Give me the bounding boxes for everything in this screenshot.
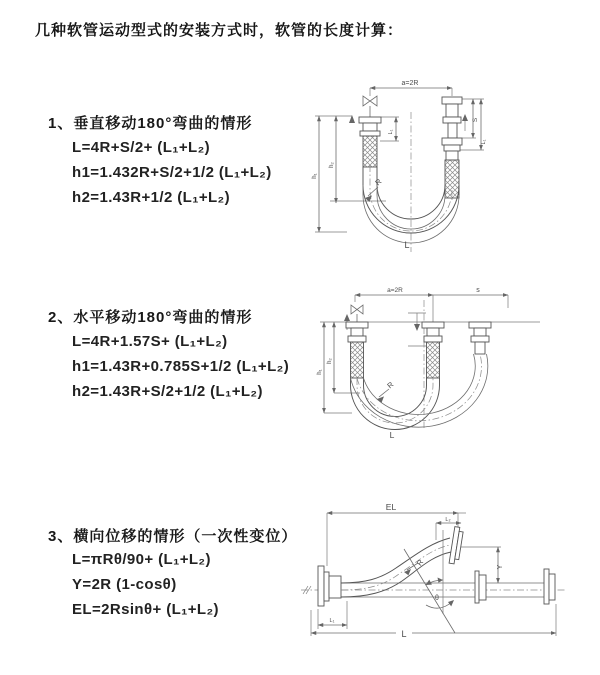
diagram-lateral-displacement	[295, 500, 600, 660]
d3-tilted-flange	[449, 527, 464, 565]
d3-label-y: Y	[497, 564, 504, 570]
section3-formula-L: L=πRθ/90+ (L₁+L₂)	[72, 551, 211, 568]
d3-hose-s-curve	[341, 538, 451, 597]
d1-left-fitting	[359, 117, 381, 167]
d3-left-flange	[318, 566, 341, 606]
d3-label-l2: L₂	[445, 517, 451, 523]
d3-label-theta: θ	[435, 595, 439, 602]
section2-formula-h2: h2=1.43R+S/2+1/2 (L₁+L₂)	[72, 383, 263, 400]
d1-label-l1-left: L₁	[388, 129, 394, 135]
d2-middle-braid	[427, 342, 440, 378]
section2-formula-L: L=4R+1.57S+ (L₁+L₂)	[72, 333, 228, 350]
d1-label-r: R	[373, 176, 384, 188]
d1-label-a2r: a=2R	[401, 80, 419, 87]
d3-label-r: R	[414, 557, 426, 568]
d1-label-l: L	[404, 240, 410, 250]
section1-formula-h1: h1=1.432R+S/2+1/2 (L₁+L₂)	[72, 164, 272, 181]
d1-left-braid	[363, 136, 377, 167]
d2-labels	[317, 287, 480, 440]
d1-label-h2: h₂	[329, 162, 335, 168]
section3-formula-Y: Y=2R (1-cosθ)	[72, 576, 177, 593]
d1-label-h1: h₁	[312, 173, 318, 179]
section3-heading: 3、横向位移的情形（一次性变位）	[48, 528, 298, 545]
d2-right-fitting	[469, 322, 491, 354]
d2-label-l: L	[389, 430, 395, 440]
d2-left-fitting	[346, 322, 368, 378]
section3-formula-EL: EL=2Rsinθ+ (L₁+L₂)	[72, 601, 219, 618]
section2-formula-h1: h1=1.43R+0.785S+1/2 (L₁+L₂)	[72, 358, 290, 375]
d1-radius-leader	[365, 187, 378, 202]
d1-right-fitting	[442, 97, 468, 198]
d2-middle-fitting	[422, 322, 444, 378]
d1-label-s: S	[472, 117, 479, 123]
d3-label-el: EL	[385, 502, 397, 512]
d2-label-r: R	[385, 379, 396, 391]
d2-valve-icon	[351, 305, 363, 322]
d3-dimension-lines	[311, 513, 556, 636]
d2-hose-curves	[351, 354, 488, 430]
d3-label-l: L	[401, 629, 407, 639]
section1-formula-L: L=4R+S/2+ (L₁+L₂)	[72, 139, 211, 156]
d2-left-braid	[351, 342, 364, 378]
section2-heading: 2、水平移动180°弯曲的情形	[48, 309, 253, 326]
section1-heading: 1、垂直移动180°弯曲的情形	[48, 115, 253, 132]
d1-valve-icon	[363, 96, 377, 117]
d1-label-l1-right: L₁	[481, 139, 487, 145]
d2-label-s: s	[476, 287, 480, 294]
d1-labels	[312, 80, 487, 250]
diagram-horizontal-bend	[300, 280, 600, 450]
section1-formula-h2: h2=1.43R+1/2 (L₁+L₂)	[72, 189, 231, 206]
d2-label-h1: h₁	[317, 369, 323, 375]
d2-label-a2r: a=2R	[387, 287, 403, 294]
d2-label-h2: h₂	[327, 358, 333, 364]
page-title: 几种软管运动型式的安装方式时，软管的长度计算：	[35, 22, 404, 39]
diagram-vertical-bend	[300, 70, 600, 260]
d3-label-l1: L₁	[329, 618, 335, 624]
